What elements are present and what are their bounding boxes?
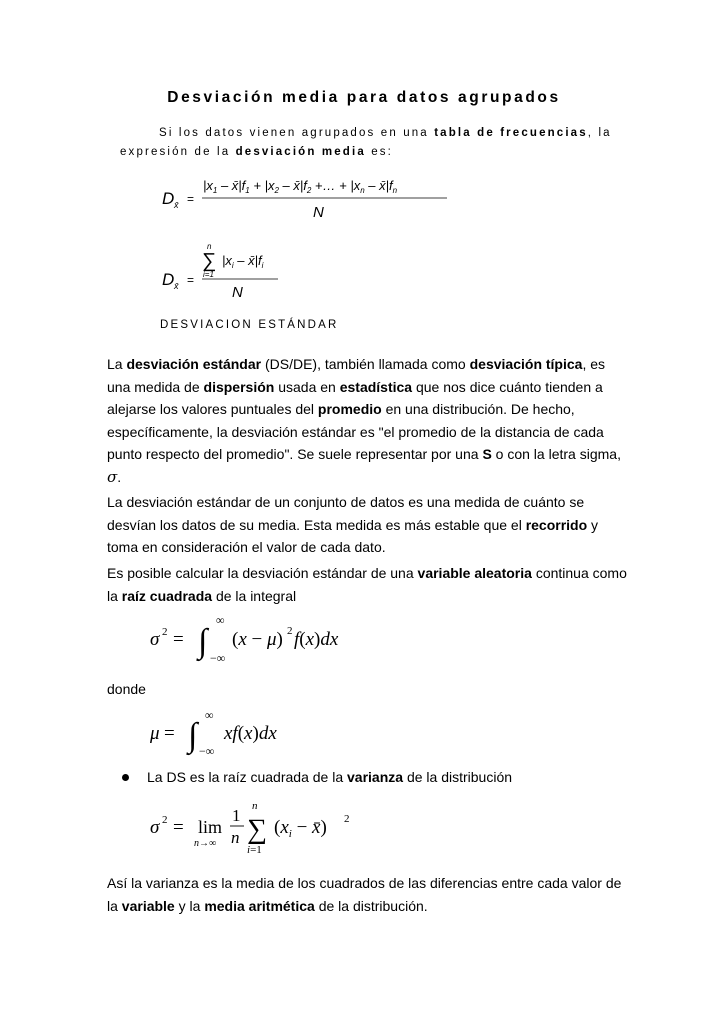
svg-text:|xi – x̄|fi: $|x_i$ – $x̄|f_i$ <box>222 253 264 270</box>
svg-text:(x − μ): (x − μ) <box>232 629 283 650</box>
svg-text:∑: ∑ <box>247 814 267 845</box>
svg-text:=: = <box>173 817 184 838</box>
mean-deviation-formula-expanded <box>160 172 460 222</box>
svg-text:|x1 – x̄|f1 + |x2 – x̄|f2 +… +: $|x_1$ – $x̄|f_1 + |x_2$ – $x̄|f_2$ +… + $|x_n$ – $x̄|f_n$ <box>203 178 398 195</box>
svg-text:∞: ∞ <box>216 613 225 627</box>
intro-line-2: expresión de la desviación media es: <box>120 146 394 158</box>
svg-text:=: = <box>164 723 175 744</box>
svg-text:1: 1 <box>232 806 241 825</box>
svg-text:i=1: i=1 <box>247 844 262 856</box>
svg-text:D: D <box>162 270 175 289</box>
svg-text:=: = <box>173 629 184 650</box>
mean-integral-formula <box>148 708 308 758</box>
svg-text:=: = <box>187 273 195 287</box>
paragraph-conclusion: Así la varianza es la media de los cuadrados de las diferencias entre cada valor de la variable y la media aritmética de la distribución. <box>107 875 622 914</box>
variance-limit-formula <box>148 800 358 858</box>
bullet-icon <box>122 774 129 781</box>
svg-text:∑: ∑ <box>202 250 217 272</box>
paragraph-definition: La desviación estándar (DS/DE), también llamada como desviación típica, es una medida de dispersión usada en estadística que nos dice cuánto tienden a alejarse los valores puntuales del promedio en una distribución. De hecho, específicamente, la desviación estándar es "el promedio de la distancia de cada punto respecto del promedio". Se suele representar por una S o con la letra sigma, σ. <box>107 356 621 486</box>
svg-text:x̄: x̄ <box>174 281 179 291</box>
svg-text:2: 2 <box>162 626 168 638</box>
paragraph-donde: donde <box>107 681 146 697</box>
svg-text:n: n <box>252 800 258 812</box>
mean-deviation-formula-summation <box>160 240 300 302</box>
paragraph-integral-intro: Es posible calcular la desviación estándar de una variable aleatoria continua como la raíz cuadrada de la integral <box>107 565 627 604</box>
svg-text:f(x)dx: f(x)dx <box>294 629 339 650</box>
svg-text:2: 2 <box>287 625 293 637</box>
svg-text:2: 2 <box>344 813 350 825</box>
svg-text:D: D <box>162 189 175 208</box>
svg-text:xf(x)dx: xf(x)dx <box>224 723 277 744</box>
svg-text:∫: ∫ <box>188 717 198 754</box>
section-heading: DESVIACION ESTÁNDAR <box>160 319 339 331</box>
svg-text:∫: ∫ <box>198 623 208 660</box>
page-title: Desviación media para datos agrupados <box>167 89 561 106</box>
list-item: La DS es la raíz cuadrada de la varianza de la distribución <box>122 766 512 788</box>
svg-text:i=1: i=1 <box>203 270 214 279</box>
variance-integral-formula <box>148 612 368 664</box>
svg-text:2: 2 <box>162 814 168 826</box>
intro-line-1: Si los datos vienen agrupados en una tabla de frecuencias, la <box>159 127 612 139</box>
svg-text:μ: μ <box>150 723 160 744</box>
svg-text:σ: σ <box>150 817 160 838</box>
svg-text:∞: ∞ <box>205 708 214 722</box>
svg-text:−∞: −∞ <box>210 651 226 664</box>
svg-text:−∞: −∞ <box>199 744 215 758</box>
svg-text:N: N <box>313 204 324 221</box>
intro-paragraph <box>120 124 700 162</box>
paragraph-stability: La desviación estándar de un conjunto de datos es una medida de cuánto se desvían los datos de su media. Esta medida es más estable que el recorrido y toma en consideración el valor de cada dato. <box>107 494 599 556</box>
svg-text:N: N <box>232 284 243 301</box>
svg-text:n→∞: n→∞ <box>194 838 217 849</box>
svg-text:σ: σ <box>150 629 160 650</box>
svg-text:lim: lim <box>198 817 223 837</box>
svg-text:n: n <box>207 242 212 251</box>
svg-text:=: = <box>187 192 195 206</box>
svg-text:x̄: x̄ <box>174 200 179 210</box>
svg-text:(xi − x̄): ($x_i$ − x̄) <box>274 817 327 840</box>
svg-text:n: n <box>231 828 240 847</box>
